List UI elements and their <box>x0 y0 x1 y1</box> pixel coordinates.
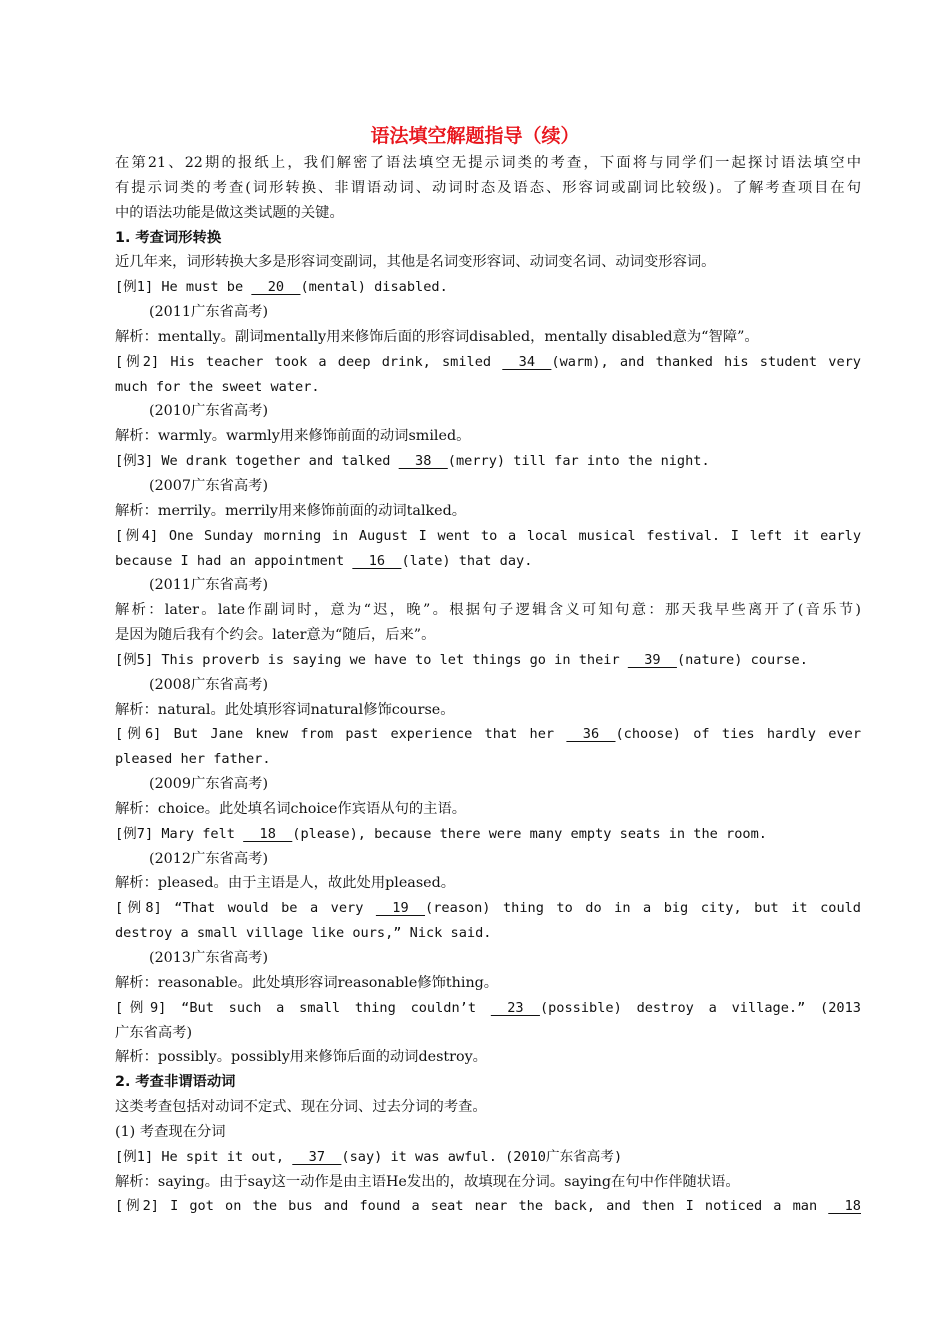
example-answer: 解析：merrily。merrily用来修饰前面的动词talked。 <box>115 502 467 519</box>
example-text: [例3] We drank together and talked <box>115 453 399 470</box>
page-title: 语法填空解题指导（续） <box>370 125 580 147</box>
answer-blank: 37 <box>292 1148 342 1165</box>
example-5 <box>115 648 861 673</box>
example-text: [例7] Mary felt <box>115 825 244 842</box>
answer-blank: 34 <box>502 353 552 370</box>
example-text: (warm), and thanked his student very <box>551 353 861 370</box>
example-text: because I had an appointment <box>115 552 353 569</box>
example-source: (2009广东省高考) <box>149 776 269 793</box>
example-answer: 解析：choice。此处填名词choice作宾语从句的主语。 <box>115 800 467 817</box>
example-source: (2008广东省高考) <box>149 676 269 693</box>
example-text: [例9] “But such a small thing couldn’t <box>115 999 491 1016</box>
answer-blank: 16 <box>352 552 402 569</box>
example-answer: 是因为随后我有个约会。later意为“随后，后来”。 <box>115 627 436 644</box>
example-answer: 解析：mentally。副词mentally用来修饰后面的形容词disabled，mentally disabled意为“智障”。 <box>115 328 759 345</box>
example-answer: 解析：saying。由于say这一动作是由主语He发出的，故填现在分词。saying在句中作伴随状语。 <box>115 1173 740 1190</box>
example-answer: 解析：later。late作副词时，意为“迟，晚”。根据句子逻辑含义可知句意：那天我早些离开了(音乐节) <box>115 602 861 619</box>
example-text: [例8] “That would be a very <box>115 900 376 917</box>
example-text: (reason) thing to do in a big city, but it could <box>425 900 861 917</box>
example-2 <box>115 350 861 375</box>
example-4: [例4] One Sunday morning in August I went to a local musical festival. I left it early <box>115 527 861 544</box>
answer-blank: 18 <box>828 1198 861 1215</box>
intro-line: 在第21、22期的报纸上，我们解密了语法填空无提示词类的考查，下面将与同学们一起探讨语法填空中 <box>115 155 861 171</box>
section-heading: 2. 考查非谓语动词 <box>115 1074 236 1091</box>
example-text: (merry) till far into the night. <box>447 453 710 470</box>
answer-blank: 23 <box>490 999 540 1016</box>
subsection-heading: (1) 考查现在分词 <box>115 1123 226 1140</box>
example-text: (mental) disabled. <box>300 279 448 296</box>
example-6 <box>115 722 861 747</box>
answer-blank: 18 <box>243 825 293 842</box>
example-1 <box>115 275 861 300</box>
example-text <box>115 549 861 574</box>
example-text: (possible) destroy a village.” (2013 <box>539 999 861 1016</box>
answer-blank: 19 <box>375 900 426 917</box>
example-source: (2007广东省高考) <box>149 477 269 494</box>
section-desc: 这类考查包括对动词不定式、现在分词、过去分词的考查。 <box>115 1099 487 1116</box>
section-desc: 近几年来，词形转换大多是形容词变副词，其他是名词变形容词、动词变名词、动词变形容词。 <box>115 254 716 271</box>
section-heading: 1. 考查词形转换 <box>115 229 222 246</box>
example-text: (late) that day. <box>401 552 533 569</box>
intro-line: 中的语法功能是做这类试题的关键。 <box>115 204 344 221</box>
example-text: [例2] His teacher took a deep drink, smiled <box>115 353 503 370</box>
example-text: [例6] But Jane knew from past experience that her <box>115 726 567 743</box>
document-body <box>115 151 861 1219</box>
intro-line: 有提示词类的考查(词形转换、非谓语动词、动词时态及语态、形容词或副词比较级)。了解考查项目在句 <box>115 179 861 196</box>
answer-blank: 38 <box>398 453 448 470</box>
example-text: pleased her father. <box>115 751 271 768</box>
answer-blank: 20 <box>251 279 301 296</box>
example-text: (please), because there were many empty seats in the room. <box>292 825 767 842</box>
example-text: (say) it was awful. (2010广东省高考) <box>341 1148 623 1165</box>
example-text: [例2] I got on the bus and found a seat near the back, and then I noticed a man <box>115 1198 829 1215</box>
example-answer: 解析：warmly。warmly用来修饰前面的动词smiled。 <box>115 428 471 445</box>
example-answer: 解析：natural。此处填形容词natural修饰course。 <box>115 701 455 718</box>
example-answer: 解析：possibly。possibly用来修饰后面的动词destroy。 <box>115 1049 487 1066</box>
example-text: (nature) course. <box>676 651 808 668</box>
example-answer: 解析：pleased。由于主语是人，故此处用pleased。 <box>115 875 456 892</box>
example-8 <box>115 896 861 921</box>
example-text: much for the sweet water. <box>115 378 320 395</box>
example-7 <box>115 822 861 847</box>
example-9 <box>115 996 861 1021</box>
example-source: (2013广东省高考) <box>149 950 269 966</box>
example-source: (2011广东省高考) <box>149 577 269 594</box>
example-1 <box>115 1145 861 1170</box>
example-source: (2011广东省高考) <box>149 304 269 321</box>
example-text: [例1] He spit it out, <box>115 1148 293 1165</box>
example-source: (2012广东省高考) <box>149 850 269 867</box>
example-text: (choose) of ties hardly ever <box>615 726 861 743</box>
example-text: destroy a small village like ours,” Nick said. <box>115 925 492 942</box>
example-source: (2010广东省高考) <box>149 403 269 420</box>
example-text: [例1] He must be <box>115 279 252 296</box>
answer-blank: 39 <box>627 651 677 668</box>
example-source: 广东省高考) <box>115 1024 193 1041</box>
example-answer: 解析：reasonable。此处填形容词reasonable修饰thing。 <box>115 974 499 991</box>
example-3 <box>115 449 861 474</box>
example-text: [例5] This proverb is saying we have to let things go in their <box>115 651 628 668</box>
answer-blank: 36 <box>566 726 616 743</box>
example-2 <box>115 1194 861 1219</box>
